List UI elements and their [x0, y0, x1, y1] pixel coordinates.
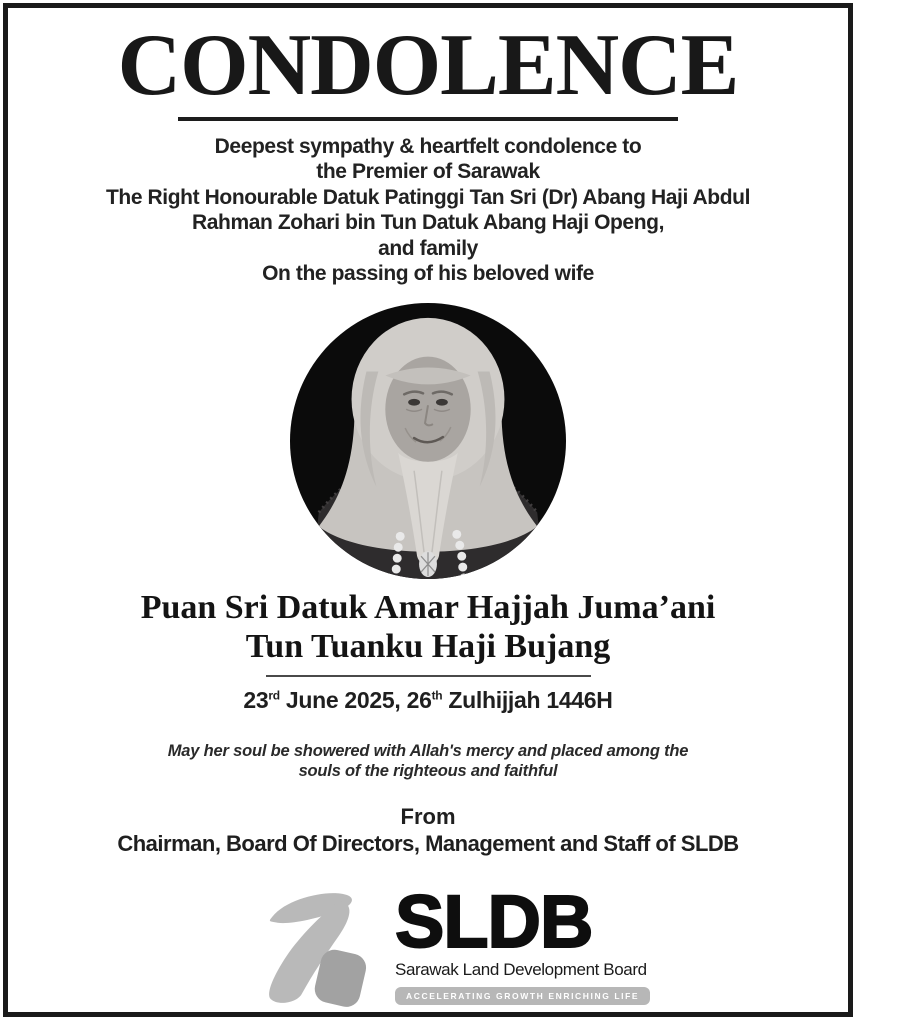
logo-text-block — [395, 879, 647, 1005]
intro-line: On the passing of his beloved wife — [262, 262, 594, 286]
logo-fullname: Sarawak Land Development Board — [395, 959, 647, 979]
sldb-logo — [8, 880, 848, 1014]
intro-line: and family — [378, 236, 478, 260]
logo-acronym: SLDB — [395, 879, 593, 963]
intro-line: Rahman Zohari bin Tun Datuk Abang Haji Openg, — [191, 211, 664, 235]
prayer-text — [8, 741, 848, 781]
poster-frame — [3, 3, 853, 1017]
intro-line: Deepest sympathy & heartfelt condolence to — [214, 134, 642, 158]
sldb-road-icon — [249, 880, 379, 1014]
intro-text — [8, 134, 848, 287]
logo-tagline: ACCELERATING GROWTH ENRICHING LIFE — [395, 987, 650, 1005]
title-divider — [178, 117, 678, 121]
from-names: Chairman, Board Of Directors, Management and Staff of SLDB — [117, 830, 739, 856]
deceased-name-line2: Tun Tuanku Haji Bujang — [245, 627, 611, 665]
intro-line: the Premier of Sarawak — [316, 160, 540, 184]
prayer-line: May her soul be showered with Allah's mercy and placed among the — [167, 741, 689, 760]
name-divider — [266, 675, 591, 677]
deceased-name — [8, 588, 848, 666]
date-superscript: rd — [268, 687, 280, 702]
portrait-photo — [289, 302, 567, 580]
intro-line: The Right Honourable Datuk Patinggi Tan Sri (Dr) Abang Haji Abdul — [105, 185, 751, 209]
prayer-line: souls of the righteous and faithful — [298, 761, 558, 780]
date-part: Zulhijjah 1446H — [442, 686, 613, 713]
deceased-name-line1: Puan Sri Datuk Amar Hajjah Juma’ani — [140, 588, 716, 626]
poster-title: CONDOLENCE — [117, 17, 739, 114]
portrait-image — [289, 302, 567, 580]
from-label: From — [400, 803, 456, 829]
date-part: June 2025, 26 — [279, 686, 432, 713]
death-date — [8, 687, 848, 714]
date-superscript: th — [431, 687, 443, 702]
date-part: 23 — [243, 686, 269, 713]
